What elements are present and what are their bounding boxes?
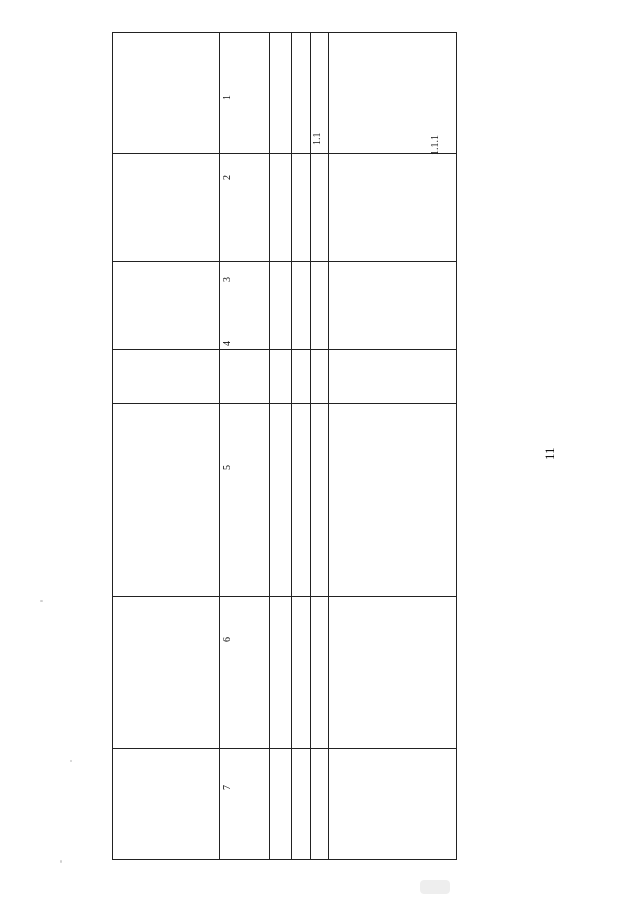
header-cell-num: [120, 40, 220, 150]
section-title: [292, 35, 306, 855]
row-number: 1.1.1: [430, 135, 441, 155]
header-cell-period: [120, 350, 220, 400]
row-name: [312, 158, 422, 258]
header-cell-indicator: [120, 715, 220, 855]
row-result: [430, 403, 550, 593]
subprogram-title: [238, 35, 260, 855]
header-cell-executor: [120, 261, 220, 346]
column-number: 3: [222, 277, 233, 282]
row-executor: [312, 261, 422, 346]
row-rule: [269, 33, 270, 859]
scan-speck: [70, 760, 72, 762]
scan-smudge: [420, 880, 450, 894]
column-number: 7: [222, 785, 233, 790]
column-number: 4: [222, 341, 233, 346]
row-rule: [310, 33, 311, 859]
row-number: 1.1: [312, 132, 323, 145]
column-rule: [113, 153, 456, 154]
scan-speck: [60, 860, 62, 863]
row-indicator: [430, 715, 550, 855]
scan-speck: [40, 600, 43, 602]
column-number: 2: [222, 175, 233, 180]
row-name: [430, 158, 550, 258]
column-number: 1: [222, 95, 233, 100]
row-period: [430, 350, 550, 400]
header-cell-name: [120, 158, 220, 258]
row-period: [312, 350, 422, 400]
page-number: 11: [542, 447, 557, 460]
row-indicator: [312, 715, 422, 855]
row-executor: [430, 261, 550, 346]
column-number: 5: [222, 465, 233, 470]
header-cell-result: [120, 403, 220, 593]
row-result: [312, 403, 422, 593]
column-number: 6: [222, 637, 233, 642]
